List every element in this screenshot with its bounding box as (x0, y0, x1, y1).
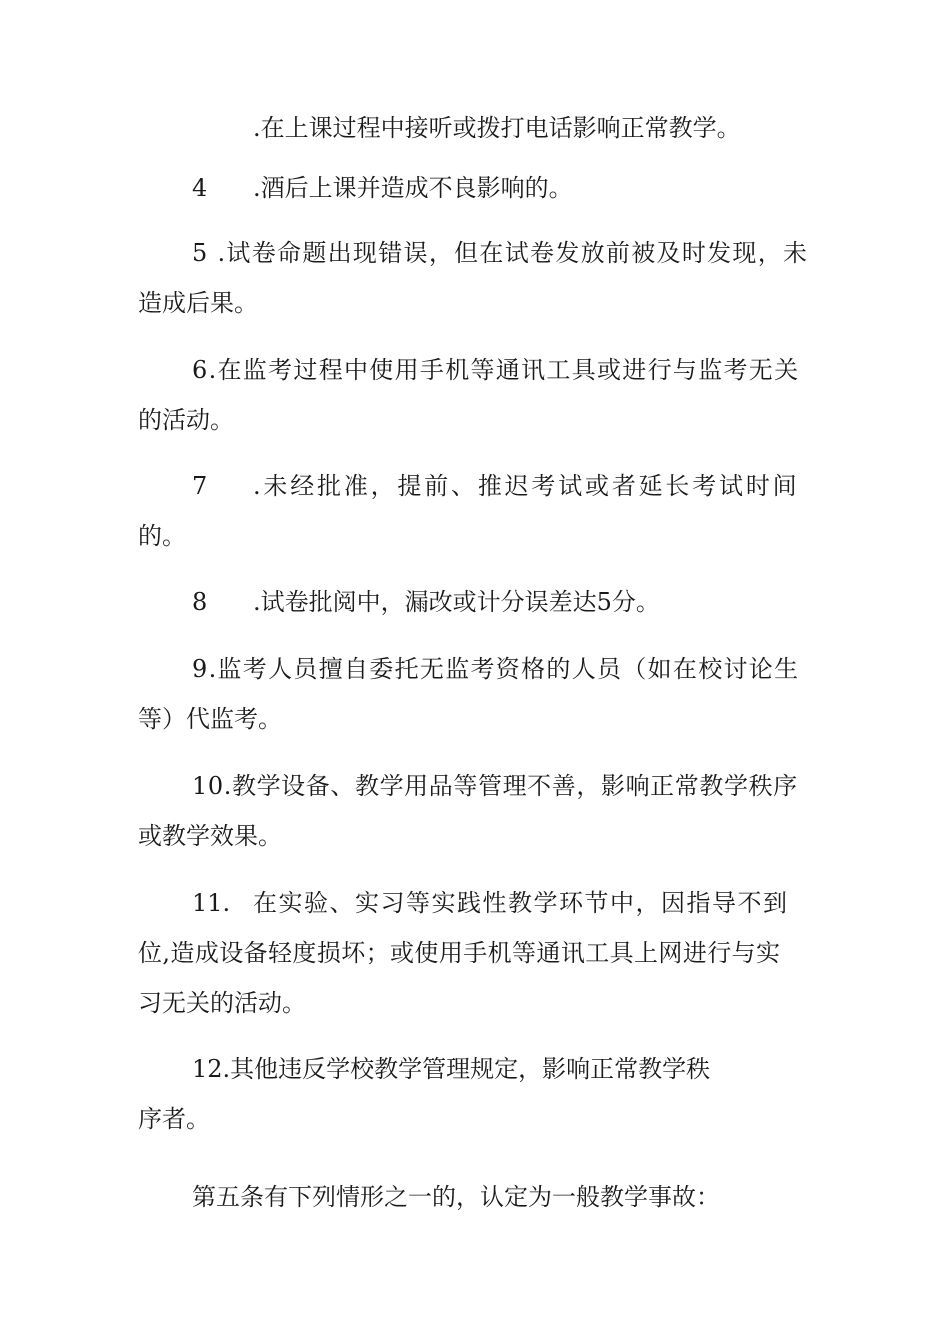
paragraph-line: 在实验、实习等实践性教学环节中，因指导不到 (253, 889, 789, 917)
item-number: 11. (192, 889, 231, 917)
paragraph-line: 位,造成设备轻度损坏；或使用手机等通讯工具上网进行与实 (138, 939, 781, 967)
paragraph-line: 等）代监考。 (138, 705, 282, 733)
paragraph-line: 习无关的活动。 (138, 989, 306, 1017)
item-number: 7 (192, 472, 208, 500)
paragraph-line: 9.监考人员擅自委托无监考资格的人员（如在校讨论生 (192, 655, 800, 683)
paragraph-line: 6.在监考过程中使用手机等通讯工具或进行与监考无关 (192, 356, 800, 384)
paragraph-line: .酒后上课并造成不良影响的。 (253, 174, 573, 202)
paragraph-line: .在上课过程中接听或拨打电话影响正常教学。 (253, 114, 741, 142)
item-number: 8 (192, 588, 208, 616)
paragraph-line: 10.教学设备、教学用品等管理不善，影响正常教学秩序 (192, 772, 798, 800)
paragraph-line: 或教学效果。 (138, 822, 282, 850)
paragraph-line: .未经批准，提前、推迟考试或者延长考试时间 (253, 472, 800, 500)
paragraph-line: .试卷批阅中，漏改或计分误差达5分。 (253, 588, 660, 616)
paragraph-line: 12.其他违反学校教学管理规定，影响正常教学秩 (192, 1055, 711, 1083)
section-heading: 第五条有下列情形之一的，认定为一般教学事故： (192, 1183, 720, 1211)
paragraph-line: 的。 (138, 522, 186, 550)
paragraph-line: 的活动。 (138, 406, 234, 434)
paragraph-line: 5 .试卷命题出现错误，但在试卷发放前被及时发现，未 (192, 239, 809, 267)
item-number: 4 (192, 174, 208, 202)
paragraph-line: 序者。 (138, 1105, 210, 1133)
paragraph-line: 造成后果。 (138, 289, 258, 317)
